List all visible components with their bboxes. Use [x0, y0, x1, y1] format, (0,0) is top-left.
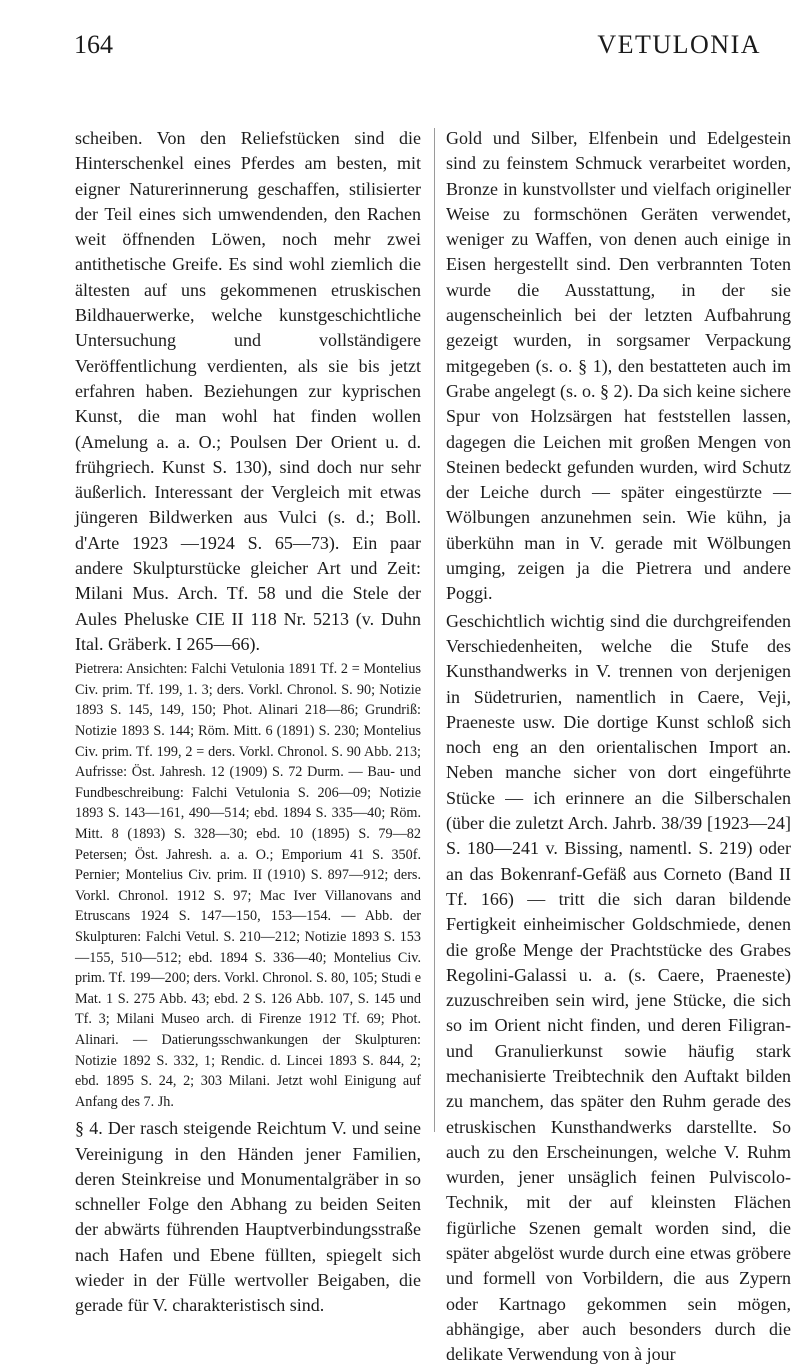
section-paragraph: § 4. Der rasch steigende Reichtum V. und seine Vereinigung in den Händen jener Familien, deren Steinkreise und Monumentalgräber in so schneller Folge den Abhang zu beiden Seiten der abwärts führenden Hauptverbindungsstraße nach Hafen und Ebene füllten, spiegelt sich wieder in der Fülle wertvoller Beigaben, die gerade für V. charakteristisch sind. [75, 1118, 421, 1316]
body-paragraph: Geschichtlich wichtig sind die durchgreifenden Verschiedenheiten, welche die Stufe des Kunsthandwerks in V. trennen von derjenigen in Südetrurien, namentlich in Caere, Veji, Praeneste usw. Die dortige Kunst schloß sich noch eng an den orientalischen Import an. Neben manche sicher von dort eingeführte Stücke — ich erinnere an die Silberschalen (über die zuletzt Arch. Jahrb. 38/39 [1923—24] S. 180—241 v. Bissing, namentl. S. 219) oder an das Bokenranf-Gefäß aus Corneto (Band II Tf. 166) — tritt die sich daran bildende Fertigkeit einheimischer Goldschmiede, denen die große Menge der Prachtstücke des Grabes Regolini-Galassi u. a. (s. Caere, Praeneste) zuzuschreiben sein wird, jene Stücke, die sich so im Orient nicht finden, und deren Filigran- und Granulierkunst sowie häufig stark mechanisierte Treibtechnik den Auftakt bilden zu manchem, das später den Ruhm gerade des etruskischen Kunsthandwerks darstellte. So auch zu den Erscheinungen, welche V. Ruhm wurden, jener unsäglich feinen Pulviscolo-Technik, mit der auf kleinsten Flächen figürliche Szenen gemalt worden sind, die später abgelöst wurde durch eine etwas gröbere und formell von Vorbildern, die aus Zypern oder Kartnago gekommen sein mögen, abhängige, aber auch besonders durch die delikate Verwendung von à jour [446, 610, 791, 1365]
right-column [446, 126, 791, 1368]
running-title: VETULONIA [597, 30, 761, 59]
left-column [75, 126, 421, 1319]
page-header [74, 30, 761, 70]
bibliographic-notes: Pietrera: Ansichten: Falchi Vetulonia 1891 Tf. 2 = Montelius Civ. prim. Tf. 199, 1. 3; ders. Vorkl. Chronol. S. 90; Notizie 1893 S. 145, 149, 150; Phot. Alinari 218—86; Grundriß: Notizie 1893 S. 144; Röm. Mitt. 6 (1891) S. 230; Montelius Civ. prim. Tf. 199, 2 = ders. Vorkl. Chronol. S. 90 Abb. 213; Aufrisse: Öst. Jahresh. 12 (1909) S. 72 Durm. — Bau- und Fundbeschreibung: Falchi Vetulonia S. 206—09; Notizie 1893 S. 143—161, 490—514; ebd. 1894 S. 335—40; Röm. Mitt. 8 (1893) S. 328—30; ebd. 10 (1895) S. 79—82 Petersen; Öst. Jahresh. a. a. O.; Emporium 41 S. 350f. Pernier; Montelius Civ. prim. II (1910) S. 897—912; ders. Vorkl. Chronol. 1912 S. 97; Mac Iver Villanovans and Etruscans 1924 S. 147—150, 153—154. — Abb. der Skulpturen: Falchi Vetul. S. 210—212; Notizie 1893 S. 153—155, 510—512; ebd. 1894 S. 336—40; Montelius Civ. prim. Tf. 199—200; ders. Vorkl. Chronol. S. 80, 105; Studi e Mat. 1 S. 275 Abb. 43; ebd. 2 S. 126 Abb. 107, S. 145 und Tf. 3; Milani Museo arch. di Firenze 1912 Tf. 69; Phot. Alinari. — Datierungsschwankungen der Skulpturen: Notizie 1892 S. 332, 1; Rendic. d. Lincei 1893 S. 844, 2; ebd. 1895 S. 24, 2; 303 Milani. Jetzt wohl Einigung auf Anfang des 7. Jh. [75, 661, 421, 1110]
body-paragraph: Gold und Silber, Elfenbein und Edelgestein sind zu feinstem Schmuck verarbeitet worden, Bronze in kunstvollster und vielfach origineller Weise zu formschönen Geräten verwendet, weniger zu Waffen, von denen auch einige in Eisen hergestellt sind. Den verbrannten Toten wurde die Ausstattung, in der sie augenscheinlich bei der letzten Aufbahrung gezeigt wurden, in sorgsamer Verpackung mitgegeben (s. o. § 1), den bestatteten auch im Grabe angelegt (s. o. § 2). Da sich keine sichere Spur von Holzsärgen hat feststellen lassen, dagegen die Leichen mit großen Mengen von Steinen bedeckt gefunden wurden, wird Schutz der Leiche durch — später eingestürzte — Wölbungen anzunehmen sein. Wie kühn, ja überkühn man in V. gerade mit Wölbungen umging, zeigen ja die Pietrera und andere Poggi. [446, 128, 791, 604]
column-divider [434, 128, 435, 1132]
body-paragraph: scheiben. Von den Reliefstücken sind die Hinterschenkel eines Pferdes am besten, mit eigner Naturerinnerung geschaffen, stilisierter der Teil eines sich umwendenden, den Rachen weit öffnenden Löwen, noch mehr zwei antithetische Greife. Es sind wohl ziemlich die ältesten auf uns gekommenen etruskischen Bildhauerwerke, welche kunstgeschichtliche Untersuchung und vollständigere Veröffentlichung verdienten, als sie bis jetzt erfahren haben. Beziehungen zur kyprischen Kunst, die man wohl hat finden wollen (Amelung a. a. O.; Poulsen Der Orient u. d. frühgriech. Kunst S. 130), sind doch nur sehr äußerlich. Interessant der Vergleich mit etwas jüngeren Bildwerken aus Vulci (s. d.; Boll. d'Arte 1923 —1924 S. 65—73). Ein paar andere Skulpturstücke gleicher Art und Zeit: Milani Mus. Arch. Tf. 58 und die Stele der Aules Pheluske CIE II 118 Nr. 5213 (v. Duhn Ital. Gräberk. I 265—66). [75, 128, 421, 654]
page-number: 164 [74, 30, 113, 59]
